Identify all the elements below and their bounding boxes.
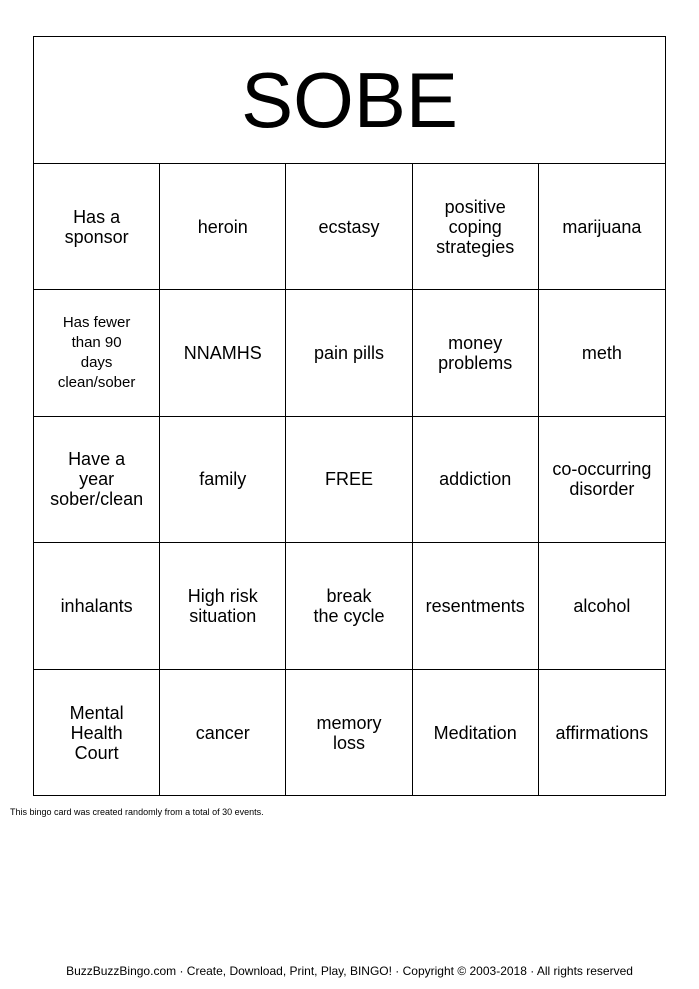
bingo-cell: Has a sponsor: [34, 164, 160, 290]
bingo-cell: cancer: [160, 670, 286, 796]
bingo-cell: Meditation: [413, 670, 539, 796]
bingo-cell: Mental Health Court: [34, 670, 160, 796]
free-space-cell: FREE: [286, 417, 412, 543]
bingo-cell: Have a year sober/clean: [34, 417, 160, 543]
bingo-cell: Has fewer than 90 days clean/sober: [34, 290, 160, 416]
card-note: This bingo card was created randomly from a total of 30 events.: [10, 807, 264, 817]
bingo-cell: money problems: [413, 290, 539, 416]
bingo-cell: co-occurring disorder: [539, 417, 665, 543]
bingo-cell: marijuana: [539, 164, 665, 290]
bingo-cell: ecstasy: [286, 164, 412, 290]
bingo-grid: [34, 164, 665, 796]
bingo-cell: affirmations: [555, 722, 649, 743]
bingo-card: [33, 36, 666, 796]
bingo-cell: pain pills: [286, 290, 412, 416]
bingo-cell: NNAMHS: [160, 290, 286, 416]
bingo-cell: heroin: [160, 164, 286, 290]
bingo-cell: resentments: [413, 543, 539, 669]
bingo-cell: alcohol: [539, 543, 665, 669]
bingo-cell: meth: [539, 290, 665, 416]
bingo-cell: family: [160, 417, 286, 543]
bingo-cell: addiction: [413, 417, 539, 543]
footer-text: BuzzBuzzBingo.com · Create, Download, Print, Play, BINGO! · Copyright © 2003-2018 · All rights reserved: [66, 964, 633, 978]
bingo-cell: High risk situation: [160, 543, 286, 669]
bingo-cell: positive coping strategies: [413, 164, 539, 290]
bingo-cell: break the cycle: [286, 543, 412, 669]
card-title: SOBE: [34, 37, 665, 164]
bingo-cell: memory loss: [286, 670, 412, 796]
bingo-cell: inhalants: [34, 543, 160, 669]
